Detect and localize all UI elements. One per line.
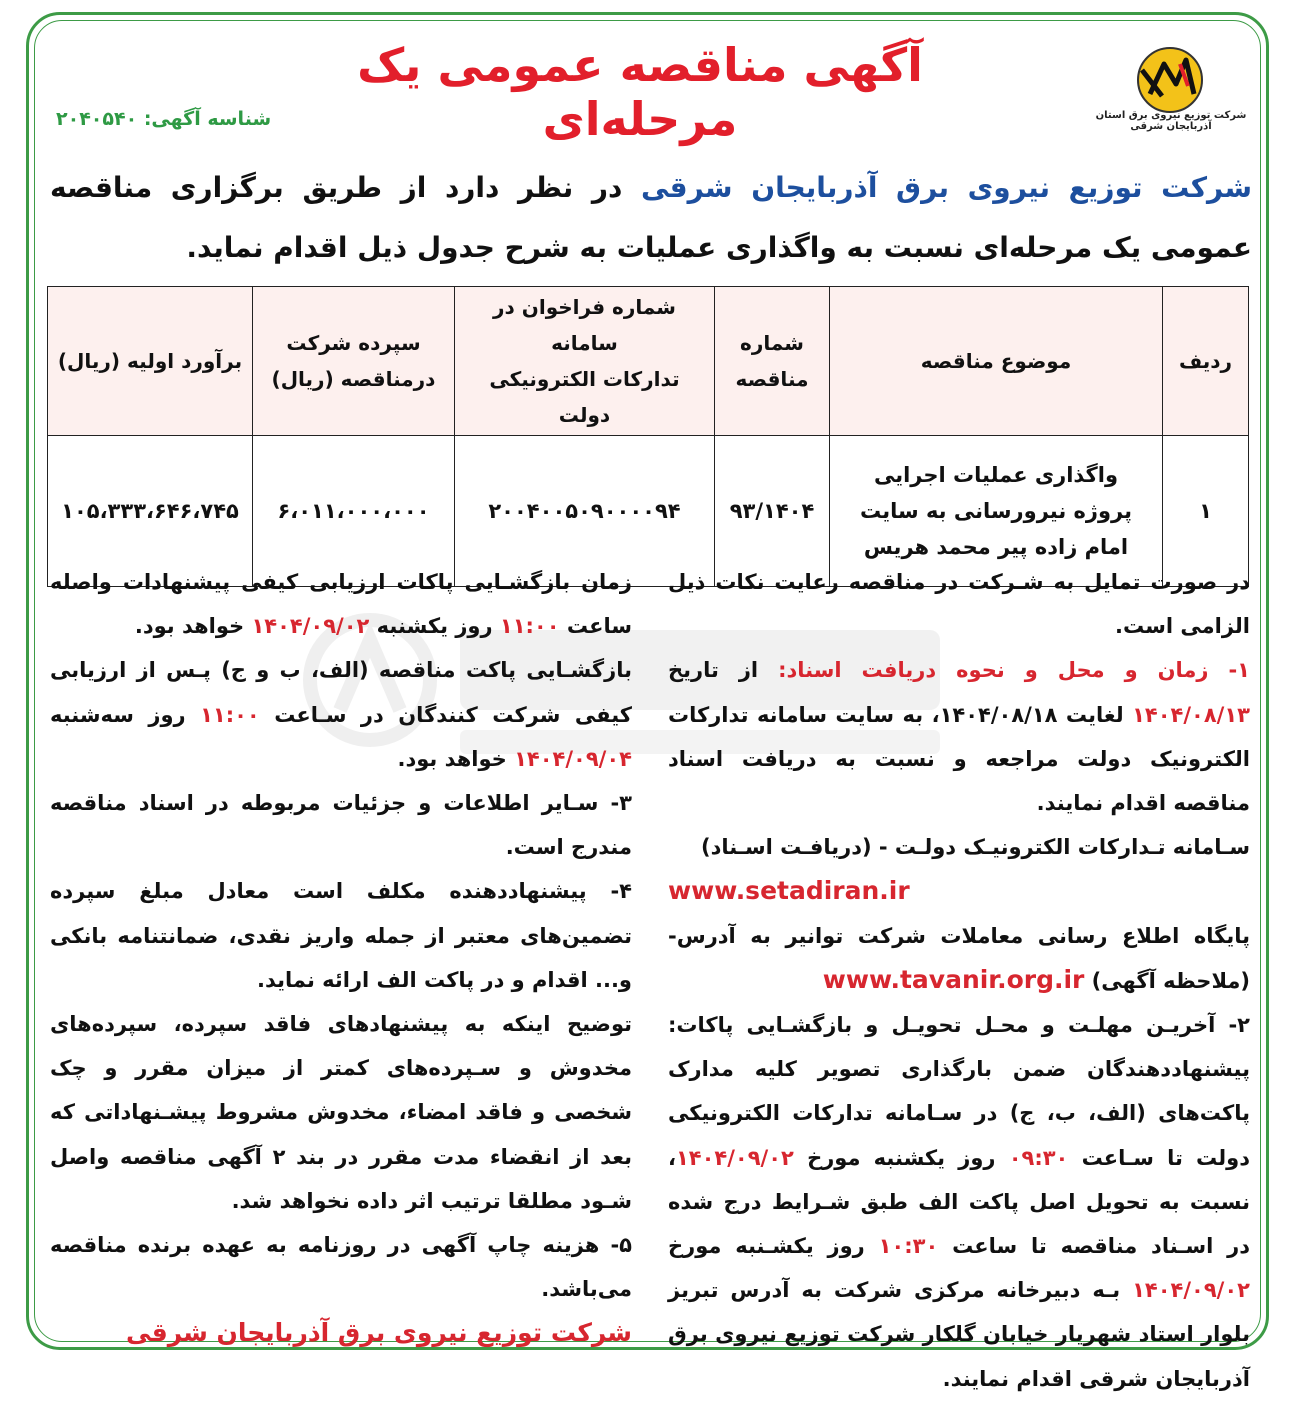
header-estimate: برآورد اولیه (ریال)	[48, 287, 253, 436]
header-call-number: شماره فراخوان در سامانه تدارکات الکترونیکی دولت	[455, 287, 715, 436]
cell-subject: واگذاری عملیات اجرایی پروژه نیرورسانی به سایت امام زاده پیر محمد هریس	[830, 436, 1163, 587]
quality-opening-date: ۱۴۰۴/۰۹/۰۲	[251, 614, 370, 639]
doc-start-date: ۱۴۰۴/۰۸/۱۳	[1132, 702, 1250, 727]
header-deposit: سپرده شرکت درمناقصه (ریال)	[253, 287, 455, 436]
table-header-row	[48, 287, 1249, 436]
cell-call-number: ۲۰۰۴۰۰۵۰۹۰۰۰۰۹۴	[455, 436, 715, 587]
upload-date: ۱۴۰۴/۰۹/۰۲	[675, 1145, 794, 1170]
tavanir-line: پایگاه اطلاع رسانی معاملات شرکت توانیر به آدرس- (ملاحظه آگهی) www.tavanir.org.ir	[668, 923, 1250, 994]
cell-tender-number: ۹۳/۱۴۰۴	[715, 436, 830, 587]
section-3: ۳- سـایر اطلاعات و جزئیات مربوطه در اسناد مناقصه مندرج است.	[50, 791, 632, 860]
cell-deposit: ۶،۰۱۱،۰۰۰،۰۰۰	[253, 436, 455, 587]
ad-id	[56, 108, 271, 130]
setad-link[interactable]: www.setadiran.ir	[668, 876, 910, 906]
section-5: ۵- هزینه چاپ آگهی در روزنامه به عهده برنده مناقصه می‌باشد.	[50, 1233, 632, 1302]
ad-id-value: ۲۰۴۰۵۴۰	[56, 108, 138, 130]
cell-row-number: ۱	[1163, 436, 1249, 587]
delivery-date: ۱۴۰۴/۰۹/۰۲	[1132, 1278, 1250, 1303]
logo-caption: شرکت توزیع نیروی برق استان آذربایجان شرقی	[1095, 110, 1247, 132]
page-title: آگهی مناقصه عمومی یک مرحله‌ای	[357, 38, 923, 146]
deposit-note: توضیح اینکه به پیشنهادهای فاقد سپرده، سپرده‌های مخدوش و سـپرده‌های کمتر از میزان مقرر و چک شخصی و فاقد امضاء، مخدوش مشروط پیشـنهاداتی که بعد از انقضاء مدت مقرر در بند ۲ آگهی مناقصه واصل شـود مطلقا ترتیب اثر داده نخواهد شد.	[50, 1012, 632, 1213]
tavanir-link[interactable]: www.tavanir.org.ir	[822, 964, 1085, 994]
section-4: ۴- پیشنهاددهنده مکلف است معادل مبلغ سپرده تضمین‌های معتبر از جمله واریز نقدی، ضمانتنامه بانکی و... اقدام و در پاکت الف ارائه نماید.	[50, 879, 632, 992]
intro-paragraph	[50, 158, 1252, 278]
quality-opening: زمان بازگشـایی پاکات ارزیابی کیفی پیشنهادات واصله ساعت ۱۱:۰۰ روز یکشنبه ۱۴۰۴/۰۹/۰۲ خواهد بود.	[50, 570, 632, 639]
envelope-opening-date: ۱۴۰۴/۰۹/۰۴	[514, 746, 632, 771]
upload-time: ۰۹:۳۰	[1008, 1145, 1069, 1170]
header-subject: موضوع مناقصه	[830, 287, 1163, 436]
right-column	[668, 560, 1250, 1401]
header-tender-number: شماره مناقصه	[715, 287, 830, 436]
tender-table	[47, 286, 1249, 587]
delivery-time: ۱۰:۳۰	[878, 1234, 939, 1259]
intro-text: در نظر دارد از طریق برگزاری مناقصه عمومی یک مرحله‌ای نسبت به واگذاری عملیات به شرح جدول ذیل اقدام نماید.	[50, 171, 1252, 264]
company-name: شرکت توزیع نیروی برق آذربایجان شرقی	[640, 171, 1253, 204]
envelope-opening-time: ۱۱:۰۰	[200, 702, 260, 727]
envelope-opening: بازگشـایی پاکت مناقصه (الف، ب و ج) پـس از ارزیابی کیفی شرکت کنندگان در سـاعت ۱۱:۰۰ روز سه‌شنبه ۱۴۰۴/۰۹/۰۴ خواهد بود.	[50, 658, 632, 771]
section-2: ۲- آخریـن مهلـت و محـل تحویـل و بازگشـایی پاکات: پیشنهاددهندگان ضمن بارگذاری تصویر کلیه مدارک پاکت‌های (الف، ب، ج) در سـامانه تدارکات الکترونیکی دولت تا سـاعت ۰۹:۳۰ روز یکشنبه مورخ ۱۴۰۴/۰۹/۰۲، نسبت به تحویل اصل پاکت الف طبق شـرایط درج شده در اسـناد مناقصه تا ساعت ۱۰:۳۰ روز یکشـنبه مورخ ۱۴۰۴/۰۹/۰۲ بـه دبیرخانه مرکزی شرکت به آدرس تبریز بلوار استاد شهریار خیابان گلکار شرکت توزیع نیروی برق آذربایجان شرقی اقدام نمایند.	[668, 1013, 1250, 1391]
section-1-title: ۱- زمان و محل و نحوه دریافت اسناد:	[778, 658, 1250, 683]
quality-opening-time: ۱۱:۰۰	[499, 614, 560, 639]
section-1: ۱- زمان و محل و نحوه دریافت اسناد: از تاریخ ۱۴۰۴/۰۸/۱۳ لغایت ۱۴۰۴/۰۸/۱۸، به سایت سامانه تدارکات الکترونیک دولت مراجعه و نسبت به دریافت اسناد مناقصه اقدام نمایند.	[668, 658, 1250, 816]
signature: شرکت توزیع نیروی برق آذربایجان شرقی	[126, 1318, 632, 1348]
setad-label: سـامانه تـدارکات الکترونیـک دولـت - (دریافـت اسـناد)	[701, 835, 1250, 860]
header-row-number: ردیف	[1163, 287, 1249, 436]
left-column	[50, 560, 632, 1356]
ad-id-label: شناسه آگهی:	[143, 108, 272, 130]
conditions-intro: در صورت تمایل به شـرکت در مناقصه رعایت نکات ذیل الزامی است.	[668, 570, 1250, 639]
cell-estimate: ۱۰۵،۳۳۳،۶۴۶،۷۴۵	[48, 436, 253, 587]
